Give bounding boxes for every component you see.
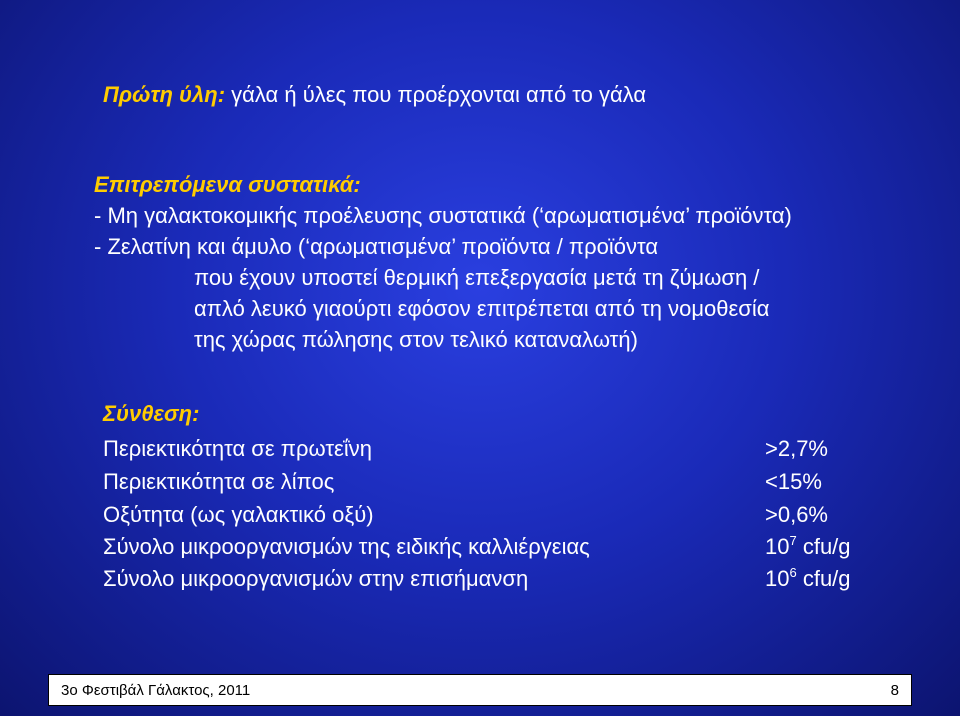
value-unit: cfu/g bbox=[796, 566, 851, 591]
permitted-heading: Επιτρεπόμενα συστατικά: bbox=[94, 172, 361, 197]
composition-row-value bbox=[765, 566, 851, 592]
composition-row-value: >0,6% bbox=[765, 502, 828, 527]
value-unit: cfu/g bbox=[796, 534, 851, 559]
footer-page-number: 8 bbox=[890, 682, 899, 699]
raw-material-line bbox=[103, 82, 646, 108]
value-exponent: 7 bbox=[789, 533, 797, 548]
composition-row-value: >2,7% bbox=[765, 436, 828, 461]
raw-material-label: Πρώτη ύλη: bbox=[103, 82, 226, 107]
raw-material-text: γάλα ή ύλες που προέρχονται από το γάλα bbox=[225, 82, 647, 107]
permitted-line-4: απλό λευκό γιαούρτι εφόσον επιτρέπεται από τη νομοθεσία bbox=[194, 296, 770, 321]
composition-row-label: Οξύτητα (ως γαλακτικό οξύ) bbox=[103, 502, 374, 527]
composition-heading: Σύνθεση: bbox=[103, 401, 200, 426]
composition-row-label: Περιεκτικότητα σε λίπος bbox=[103, 469, 335, 494]
permitted-line-2: - Ζελατίνη και άμυλο (‘αρωματισμένα’ προϊόντα / προϊόντα bbox=[94, 234, 659, 259]
value-base: 10 bbox=[765, 566, 790, 591]
footer-bar bbox=[48, 674, 912, 706]
composition-row-value: <15% bbox=[765, 469, 822, 494]
composition-row-value bbox=[765, 534, 851, 560]
value-exponent: 6 bbox=[789, 565, 797, 580]
permitted-line-1: - Μη γαλακτοκομικής προέλευσης συστατικά (‘αρωματισμένα’ προϊόντα) bbox=[94, 203, 792, 228]
value-base: 10 bbox=[765, 534, 790, 559]
footer-event-name: 3ο Φεστιβάλ Γάλακτος, 2011 bbox=[61, 682, 251, 699]
permitted-line-3: που έχουν υποστεί θερμική επεξεργασία μετά τη ζύμωση / bbox=[194, 265, 760, 290]
permitted-line-5: της χώρας πώλησης στον τελικό καταναλωτή) bbox=[194, 327, 638, 352]
composition-row-label: Περιεκτικότητα σε πρωτεΐνη bbox=[103, 436, 372, 461]
composition-row-label: Σύνολο μικροοργανισμών της ειδικής καλλιέργειας bbox=[103, 534, 590, 559]
composition-row-label: Σύνολο μικροοργανισμών στην επισήμανση bbox=[103, 566, 529, 591]
